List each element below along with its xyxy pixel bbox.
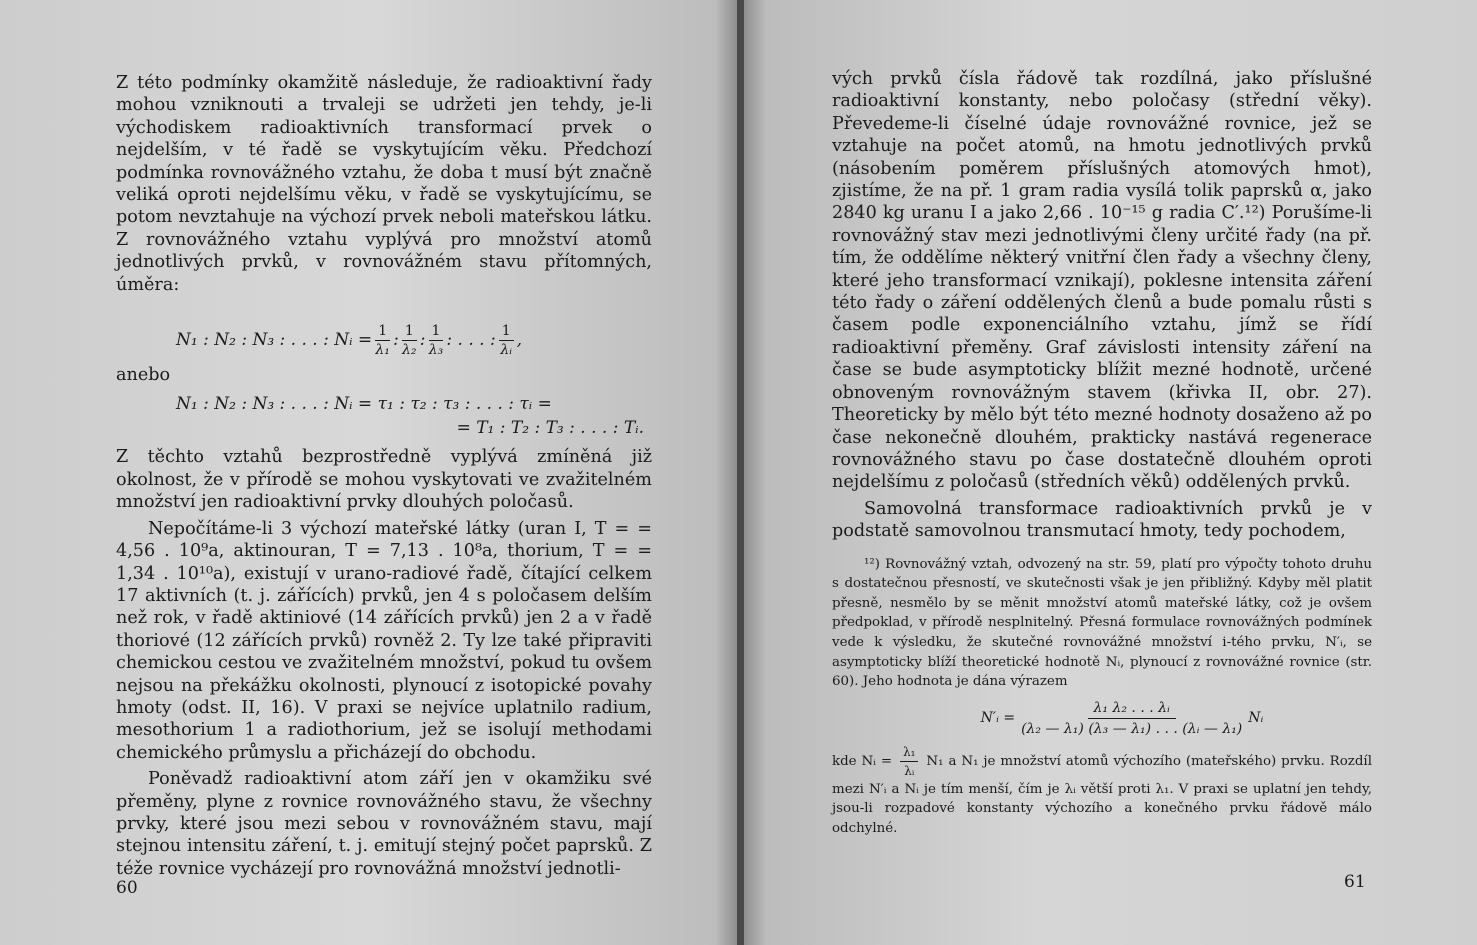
fraction: $\frac{\text{λ₁ λ₂ . . . λᵢ}}{\text{(λ₂ — λ₁) (λ₃ — λ₁) . . . (λᵢ — λ₁)}}$: [1021, 699, 1243, 737]
right-text-column: [832, 68, 1372, 838]
equation-proportion-T: = T₁ : T₂ : T₃ : . . . : Tᵢ.: [456, 418, 644, 439]
footnote: [832, 555, 1372, 839]
paragraph: Nepočítáme-li 3 výchozí mateřské látky (uran I, T = = 4,56 . 10⁹a, aktinouran, T = 7,13 . 10⁸a, thorium, T = = 1,34 . 10¹⁰a), existují v urano-radiové řadě, čítající celkem 17 aktivních (t. j. zářících) prvků, jen 4 s poločasem delším než rok, v řadě aktiniové (14 zářících prvků) jen 2 a v řadě thoriové (12 zářících prvků) rovněž 2. Ty lze také připraviti chemickou cestou ve zvažitelném množství, pokud tu ovšem nejsou na překážku okolnosti, plynoucí z isotopické povahy hmoty (odst. II, 16). V praxi se nejvíce uplatnilo radium, mesothorium 1 a radiothorium, jež se isolují methodami chemického průmyslu a přicházejí do obchodu.: [116, 518, 652, 763]
footnote-text: ¹²) Rovnovážný vztah, odvozený na str. 59, platí pro výpočty tohoto druhu s dostatečnou přesností, ve skutečnosti však je jen přibližný. Kdyby měl platit přesně, nesmělo by se měnit množství atomů mateřské látky, což je ovšem předpoklad, v přírodě nesplnitelný. Přesná formulace rovnovážných podmínek vede k výsledku, že skutečné rovnovážné množství i-tého prvku, N′ᵢ, se asymptoticky blíží theoretické hodnotě Nᵢ, plynoucí z rovnovážné rovnice (str. 60). Jeho hodnota je dána výrazem: [832, 556, 1372, 690]
fraction: $\frac{1}{\text{λ₂}}$: [402, 322, 417, 358]
paragraph: Z těchto vztahů bezprostředně vyplývá zmíněná již okolnost, že v přírodě se mohou vyskytovati ve zvažitelném množství jen radioaktivní prvky dlouhých poločasů.: [116, 447, 652, 513]
fraction: $\frac{1}{\text{λ₁}}$: [375, 322, 390, 358]
paragraph: Z této podmínky okamžitě následuje, že radioaktivní řady mohou vzniknouti a trvaleji se udržeti jen tehdy, je-li východiskem radioaktivních transformací prvek o nejdelším, v té řadě se vyskytujícím věku. Předchozí podmínka rovnovážného vztahu, že doba t musí být značně veliká oproti nejdelšímu věku, v řadě se vyskytujícímu, se potom nevztahuje na výchozí prvek neboli mateřskou látku. Z rovnovážného vztahu vyplývá pro množství atomů jednotlivých prvků, v rovnovážném stavu přítomných, úměra:: [116, 73, 652, 295]
equation-proportion-lambda: N₁ : N₂ : N₃ : . . . : Nᵢ = $\frac{1}{\text{λ₁}}$ : $\frac{1}{\text{λ₂}}$ : $\frac{1}{\text{λ₃}}$ : . . . : $\frac{1}{\text{λᵢ}}$ ,: [176, 322, 523, 358]
paragraph: vých prvků čísla řádově tak rozdílná, jako příslušné radioaktivní konstanty, nebo poločasy (střední věky). Převedeme-li číselné údaje rovnovážné rovnice, jež se vztahuje na počet atomů, na hmotu jednotlivých prvků (násobením poměrem příslušných atomových hmot), zjistíme, že na př. 1 gram radia vysílá tolik paprsků α, jako 2840 kg uranu I a jako 2,66 . 10⁻¹⁵ g radia C′.¹²) Porušíme-li rovnovážný stav mezi jednotlivými členy určité řady (na př. tím, že oddělíme některý vnitřní člen řady a všechny členy, které jeho transformací vznikají), poklesne intensita záření této řady o záření oddělených členů a bude pomalu růsti s časem podle exponenciálního vztahu, jímž se řídí radioaktivní přeměny. Graf závislosti intensity záření na čase se bude asymptoticky blížit mezné hodnotě, určené obnoveným rovnovážným stavem (křivka II, obr. 27). Theoreticky by mělo být této mezné hodnoty dosaženo až po čase nekonečně dlouhém, prakticky nastává regenerace rovnovážného stavu po čase dostatečně dlouhém oproti nejdelšímu z poločasů (středních věků) oddělených prvků.: [832, 69, 1372, 493]
paragraph: Poněvadž radioaktivní atom září jen v okamžiku své přeměny, plyne z rovnice rovnovážného stavu, že všechny prvky, které jsou mezi sebou v rovnovážném stavu, mají stejnou intensitu záření, t. j. emitují stejný počet paprsků. Z téže rovnice vycházejí pro rovnovážná množství jednotli-: [116, 769, 652, 879]
page-number: 61: [1344, 872, 1366, 892]
book-gutter: [737, 0, 744, 945]
fraction: $\frac{1}{\text{λᵢ}}$: [500, 322, 513, 358]
equation-lhs: N₁ : N₂ : N₃ : . . . : Nᵢ =: [176, 330, 373, 351]
footnote-text: kde Nᵢ = $\frac{\text{λ₁}}{\text{λᵢ}}$ N₁ a N₁ je množství atomů výchozího (mateřského) prvku. Rozdíl mezi N′ᵢ a Nᵢ je tím menší, čím je λᵢ větší proti λ₁. V praxi se uplatní jen tehdy, jsou-li rozpadové konstanty výchozího a konečného prvku řádově málo odchylné.: [832, 744, 1372, 836]
fraction: $\frac{1}{\text{λ₃}}$: [428, 322, 444, 358]
fraction: $\frac{\text{λ₁}}{\text{λᵢ}}$: [900, 743, 918, 780]
page-number: 60: [116, 878, 138, 898]
footnote-equation: N′ᵢ = $\frac{\text{λ₁ λ₂ . . . λᵢ}}{\text{(λ₂ — λ₁) (λ₃ — λ₁) . . . (λᵢ — λ₁)}}$ Nᵢ: [980, 699, 1264, 737]
equation-proportion-tau: N₁ : N₂ : N₃ : . . . : Nᵢ = τ₁ : τ₂ : τ₃ : . . . : τᵢ =: [176, 394, 552, 415]
left-page: [0, 0, 737, 945]
word-anebo: anebo: [116, 365, 171, 386]
right-page: [744, 0, 1477, 945]
left-text-column: [116, 72, 652, 880]
paragraph: Samovolná transformace radioaktivních prvků je v podstatě samovolnou transmutací hmoty, tedy pochodem,: [832, 498, 1372, 542]
